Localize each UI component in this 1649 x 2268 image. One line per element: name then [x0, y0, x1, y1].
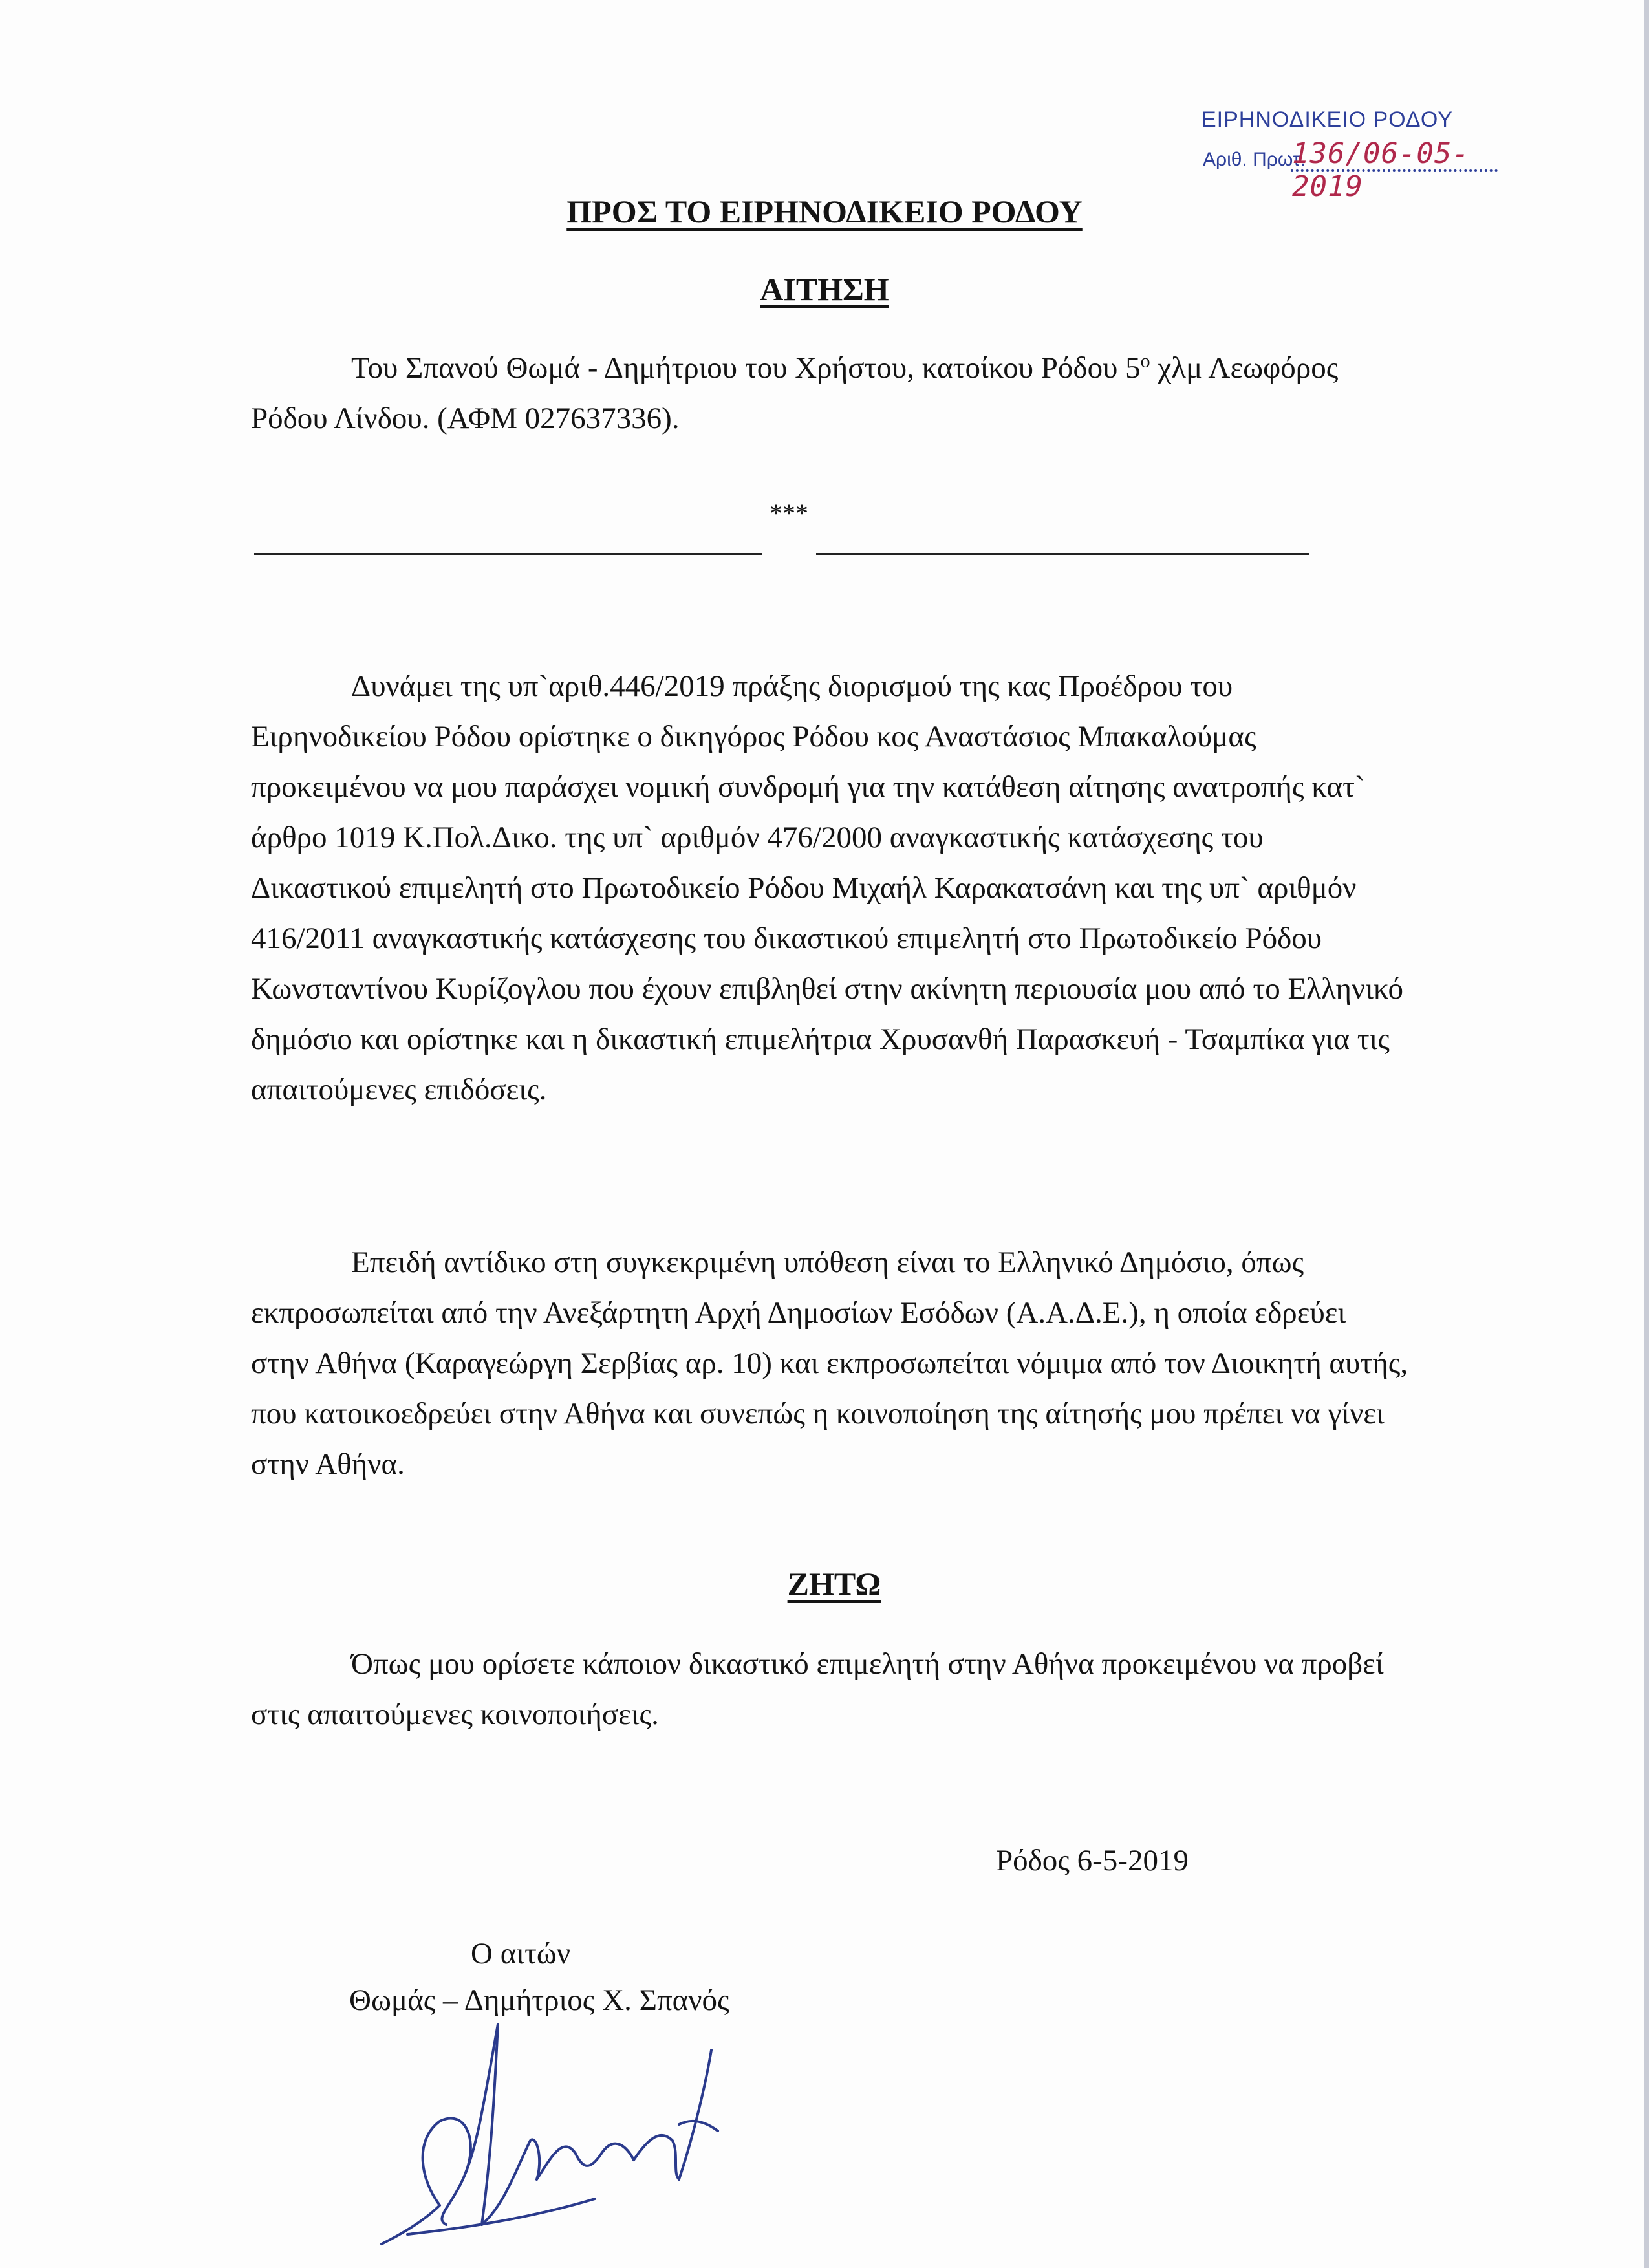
scan-page-edge [1644, 0, 1649, 2268]
separator-line-left [254, 553, 762, 555]
place-date: Ρόδος 6-5-2019 [996, 1844, 1189, 1877]
addressee-heading: ΠΡΟΣ ΤΟ ΕΙΡΗΝΟΔΙΚΕΙΟ ΡΟΔΟΥ [566, 193, 1083, 230]
registry-stamp [1202, 107, 1538, 203]
paragraph-appointment: Δυνάμει της υπ`αριθ.446/2019 πράξης διορισμού της κας Προέδρου του Ειρηνοδικείου Ρόδου ορίστηκε ο δικηγόρος Ρόδου κος Αναστάσιος Μπακαλούμας προκειμένου να μου παράσχει νομική συνδρομή για την κατάθεση αίτησης ανατροπής κατ` άρθρο 1019 Κ.Πολ.Δικο. της υπ` αριθμόν 476/2000 αναγκαστικής κατάσχεσης του Δικαστικού επιμελητή στο Πρωτοδικείο Ρόδου Μιχαήλ Καρακατσάνη και της υπ` αριθμόν 416/2011 αναγκαστικής κατάσχεσης του δικαστικού επιμελητή στο Πρωτοδικείο Ρόδου Κωνσταντίνου Κυρίζογλου που έχουν επιβληθεί στην ακίνητη περιουσία μου από το Ελληνικό δημόσιο και ορίστηκε και η δικαστική επιμελήτρια Χρυσανθή Παρασκευή - Τσαμπίκα για τις απαιτούμενες επιδόσεις. [251, 669, 1404, 1107]
stamp-protocol-label: Αριθ. Πρωτ. [1203, 149, 1306, 170]
request-heading: ΖΗΤΩ [787, 1566, 881, 1602]
separator-line-right [816, 553, 1309, 555]
stamp-court-name: ΕΙΡΗΝΟΔΙΚΕΙΟ ΡΟΔΟΥ [1202, 107, 1453, 132]
paragraph-request: Όπως μου ορίσετε κάποιον δικαστικό επιμελητή στην Αθήνα προκειμένου να προβεί στις απαιτούμενες κοινοποιήσεις. [251, 1647, 1384, 1731]
handwritten-signature [369, 2011, 757, 2257]
applicant-details: Του Σπανού Θωμά - Δημήτριου του Χρήστου, κατοίκου Ρόδου $5^o$ χλμ Λεωφόρος Ρόδου Λίνδου. (ΑΦΜ 027637336). [251, 350, 1339, 435]
document-title: ΑΙΤΗΣΗ [760, 271, 889, 307]
stamp-dotted-line [1291, 169, 1498, 172]
signer-role: Ο αιτών [471, 1937, 571, 1971]
stamp-protocol-number: 136/06-05-2019 [1292, 137, 1470, 203]
paragraph-jurisdiction: Επειδή αντίδικο στη συγκεκριμένη υπόθεση είναι το Ελληνικό Δημόσιο, όπως εκπροσωπείται από την Ανεξάρτητη Αρχή Δημοσίων Εσόδων (Α.Α.Δ.Ε.), η οποία εδρεύει στην Αθήνα (Καραγεώργη Σερβίας αρ. 10) και εκπροσωπείται νόμιμα από τον Διοικητή αυτής, που κατοικοεδρεύει στην Αθήνα και συνεπώς η κοινοποίηση της αίτησής μου πρέπει να γίνει στην Αθήνα. [251, 1246, 1408, 1481]
separator-stars: *** [770, 499, 808, 528]
signer-name: Θωμάς – Δημήτριος Χ. Σπανός [349, 1983, 729, 2017]
